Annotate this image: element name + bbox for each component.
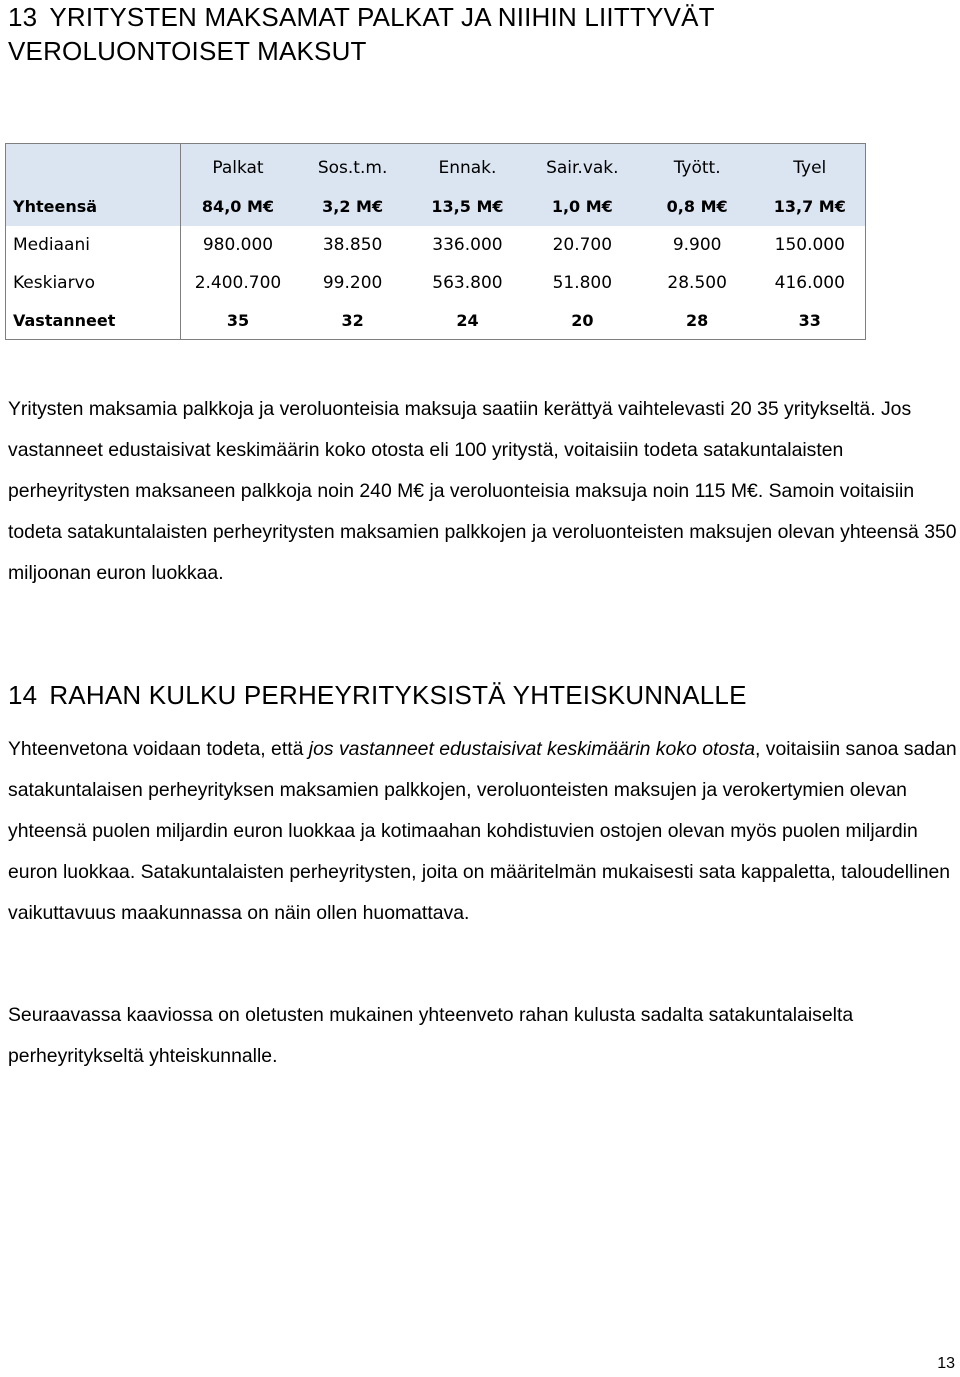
table-cell: 1,0 M€ — [525, 188, 640, 226]
table-cell: 35 — [180, 302, 295, 340]
table-cell: 0,8 M€ — [640, 188, 755, 226]
table-cell: 3,2 M€ — [295, 188, 410, 226]
paragraph-diagram-intro: Seuraavassa kaaviossa on oletusten mukainen yhteenveto rahan kulusta sadalta satakuntalaiselta perheyritykseltä yhteiskunnalle. — [8, 1004, 854, 1067]
section-14-number: 14 — [8, 680, 38, 710]
page-number: 13 — [937, 1355, 955, 1372]
table-cell: 150.000 — [755, 226, 866, 264]
table-cell: 9.900 — [672, 234, 722, 255]
table-header-cell: Tyel — [755, 144, 866, 188]
table-row-label: Vastanneet — [6, 302, 181, 340]
table-cell: 20.700 — [552, 234, 613, 255]
table-cell: 2.400.700 — [194, 272, 282, 293]
table-cell: 416.000 — [755, 264, 866, 302]
table-header-cell: Tyött. — [640, 144, 755, 188]
table-cell: 51.800 — [552, 272, 613, 293]
section-13-title: YRITYSTEN MAKSAMAT PALKAT JA NIIHIN LIITTYVÄT VEROLUONTOISET MAKSUT — [8, 2, 715, 66]
table-row — [6, 264, 866, 302]
table-header-cell: Palkat — [180, 144, 295, 188]
paragraph-salary-summary: Yritysten maksamia palkkoja ja veroluonteisia maksuja saatiin kerättyä vaihtelevasti 20 35 yritykseltä. Jos vastanneet edustaisivat keskimäärin koko otosta eli 100 yritystä, voitaisiin todeta satakuntalaisten perheyritysten maksaneen palkkoja noin 240 M€ ja veroluonteisia maksuja noin 115 M€. Samoin voitaisiin todeta satakuntalaisten perheyritysten maksamien palkkojen ja veroluonteisten maksujen olevan yhteensä 350 miljoonan euron luokkaa. — [8, 398, 957, 584]
salary-payments-table — [5, 143, 866, 340]
table-cell: 28.500 — [667, 272, 727, 293]
table-row-label: Mediaani — [6, 226, 181, 264]
table-header-empty — [6, 144, 181, 188]
table-cell: 84,0 M€ — [180, 188, 295, 226]
section-14-heading — [8, 678, 938, 712]
table-row — [6, 226, 866, 264]
paragraph-text: Yhteenvetona voidaan todeta, että — [8, 738, 309, 760]
table-cell: 32 — [295, 302, 410, 340]
table-header-cell: Sos.t.m. — [295, 144, 410, 188]
table-cell: 33 — [755, 302, 866, 340]
table-cell: 38.850 — [322, 234, 383, 255]
table-header-cell: Sair.vak. — [525, 144, 640, 188]
table-cell: 980.000 — [202, 234, 274, 255]
table-cell: 28 — [640, 302, 755, 340]
paragraph-text: , voitaisiin sanoa sadan satakuntalaisen perheyrityksen maksamien palkkojen, veroluonteisten maksujen ja verokertymien olevan yhteensä puolen miljardin euron luokkaa ja kotimaahan kohdistuvien ostojen olevan myös puolen miljardin euron luokkaa. Satakuntalaisten perheyritysten, joita on määritelmän mukaisesti sata kappaletta, taloudellinen vaikuttavuus maakunnassa on näin ollen huomattava. — [8, 738, 957, 924]
table-row-label: Yhteensä — [6, 188, 181, 226]
table-header-cell: Ennak. — [410, 144, 525, 188]
section-13-number: 13 — [8, 2, 38, 32]
table-cell: 13,5 M€ — [410, 188, 525, 226]
table-header-row — [6, 144, 866, 188]
table-row-label: Keskiarvo — [6, 264, 181, 302]
table-row — [6, 302, 866, 340]
section-14-title: RAHAN KULKU PERHEYRITYKSISTÄ YHTEISKUNNALLE — [49, 680, 747, 710]
paragraph-italic-text: jos vastanneet edustaisivat keskimäärin koko otosta — [308, 738, 756, 760]
table-cell: 336.000 — [432, 234, 503, 255]
paragraph-money-flow-summary — [8, 729, 958, 934]
table-cell: 20 — [525, 302, 640, 340]
table-cell: 24 — [410, 302, 525, 340]
table-cell: 99.200 — [322, 272, 383, 293]
section-13-heading — [8, 0, 938, 68]
table-row — [6, 188, 866, 226]
table-cell: 13,7 M€ — [755, 188, 866, 226]
table-cell: 563.800 — [432, 272, 503, 293]
